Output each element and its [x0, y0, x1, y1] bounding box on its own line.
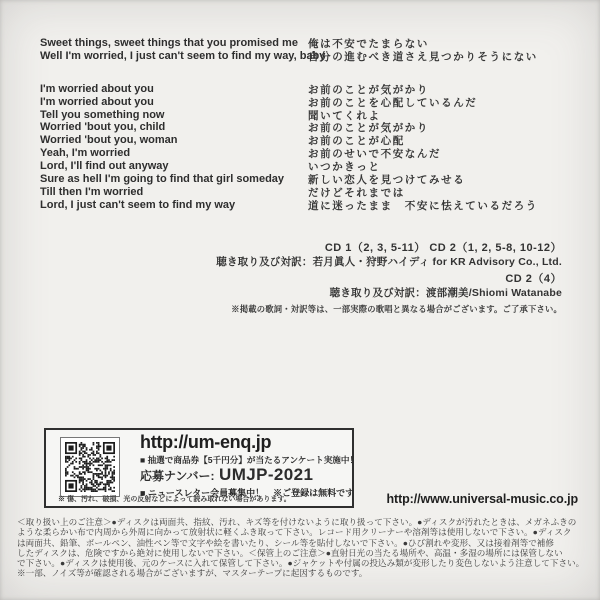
handling-note-line: ＜取り扱い上のご注意＞●ディスクは両面共、指紋、汚れ、キズ等を付けないように取り扱って下さい。●ディスクが汚れたときは、メガネふきの — [17, 517, 577, 527]
lyric-line-en: Sure as hell I'm going to find that girl someday — [40, 173, 285, 186]
lyric-line-jp: お前のことを心配しているんだ — [308, 96, 478, 109]
lyric-line-jp: お前のせいで不安なんだ — [308, 148, 442, 161]
lyric-line-en: Lord, I just can't seem to find my way — [40, 198, 236, 211]
translation-credits — [216, 241, 562, 300]
lyric-line-en — [40, 63, 325, 83]
lyric-line-jp: 俺は不安でたまらない — [308, 38, 429, 50]
survey-url: http://um-enq.jp — [140, 432, 272, 452]
lyric-line-en: Well I'm worried, I just can't seem to find my way, baby — [40, 49, 326, 62]
entry-number-line — [140, 466, 358, 485]
qr-readability-note: ※ 傷、汚れ、破損、光の反射などによって読み取れない場合があります。 — [58, 496, 291, 503]
lyric-line-en: I'm worried about you — [40, 82, 154, 95]
lyric-line-jp: 自分の進むべき道さえ見つかりそうにない — [308, 50, 538, 63]
lyric-line-en: Tell you something now — [40, 108, 165, 121]
handling-note-line: で下さい。●ディスクは使用後、元のケースに入れて保管して下さい。●ジャケットや付属の投込み類が変形したり変色しないよう注意して下さい。 — [17, 558, 585, 569]
lyric-line-jp: 聞いてくれよ — [308, 109, 381, 122]
credit-cd-tracks-2: CD 2（4） — [505, 273, 562, 285]
handling-notes — [17, 517, 584, 579]
campaign-text-block — [140, 432, 358, 499]
handling-note-line: ような柔らかい布で内周から外周に向かって放射状に軽くふき取って下さい。レコード用クリーナーや溶剤等は使用しないで下さい。●ディスク — [17, 527, 572, 538]
lyric-line-en: Worried 'bout you, woman — [40, 134, 178, 147]
handling-note-line: ※一部、ノイズ等が確認される場合がございますが、マスターテープに起因するものです。 — [17, 568, 368, 579]
credit-translators-2: 聴き取り及び対訳：渡部潮美/Shiomi Watanabe — [329, 287, 562, 299]
credit-translators-1: 聴き取り及び対訳：若月眞人・狩野ハイディ for KR Advisory Co., Ltd. — [216, 256, 562, 268]
handling-note-line: したディスクは、危険ですから絶対に使用しないで下さい。＜保管上のご注意＞●直射日光の当たる場所や、高温・多湿の場所には保管しない — [17, 547, 563, 558]
lyric-line-jp: 新しい恋人を見つけてみせる — [308, 174, 466, 187]
lyric-line-jp: だけどそれまでは — [308, 186, 405, 199]
entry-number-label: 応募ナンバー: — [140, 469, 215, 483]
lyric-line-jp: お前のことが心配 — [308, 135, 405, 148]
newsletter-line: ■ ニュースレター会員募集中！ ※ご登録は無料です — [140, 488, 355, 498]
lyric-line-jp: お前のことが気がかり — [308, 122, 429, 135]
universal-music-url: http://www.universal-music.co.jp — [386, 492, 578, 506]
lyric-line-jp: いつかきっと — [308, 161, 381, 174]
lyric-line-en: Yeah, I'm worried — [40, 147, 131, 160]
handling-note-line: は両面共、鉛筆、ボールペン、油性ペン等で文字や絵を書いたり、シール等を貼付しないで下さい。●ひび割れや変形、又は接着剤等で補修 — [17, 537, 554, 548]
lyrics-japanese-column — [308, 38, 538, 213]
survey-campaign-box — [44, 428, 359, 508]
credit-cd-tracks-1: CD 1（2, 3, 5-11） CD 2（1, 2, 5-8, 10-12） — [324, 242, 562, 254]
lyrics-english-column — [40, 37, 325, 212]
lyric-line-jp — [308, 64, 538, 84]
lyric-line-en: Till then I'm worried — [40, 185, 144, 198]
survey-prize-line: ■ 抽選で商品券【5千円分】が当たるアンケート実施中！ — [140, 455, 359, 465]
lyric-line-en: Lord, I'll find out anyway — [40, 160, 169, 173]
qr-code-icon — [60, 437, 120, 497]
entry-number-value: UMJP-2021 — [219, 465, 314, 484]
lyric-line-en: I'm worried about you — [40, 95, 154, 108]
lyrics-disclaimer-note: ※掲載の歌詞・対訳等は、一部実際の歌唱と異なる場合がございます。ご了承下さい。 — [231, 304, 562, 314]
lyric-line-en: Sweet things, sweet things that you promised me — [40, 37, 298, 49]
lyric-line-jp: 道に迷ったまま 不安に怯えているだろう — [308, 199, 538, 212]
lyric-line-en: Worried 'bout you, child — [40, 121, 166, 134]
lyric-line-jp: お前のことが気がかり — [308, 83, 429, 96]
